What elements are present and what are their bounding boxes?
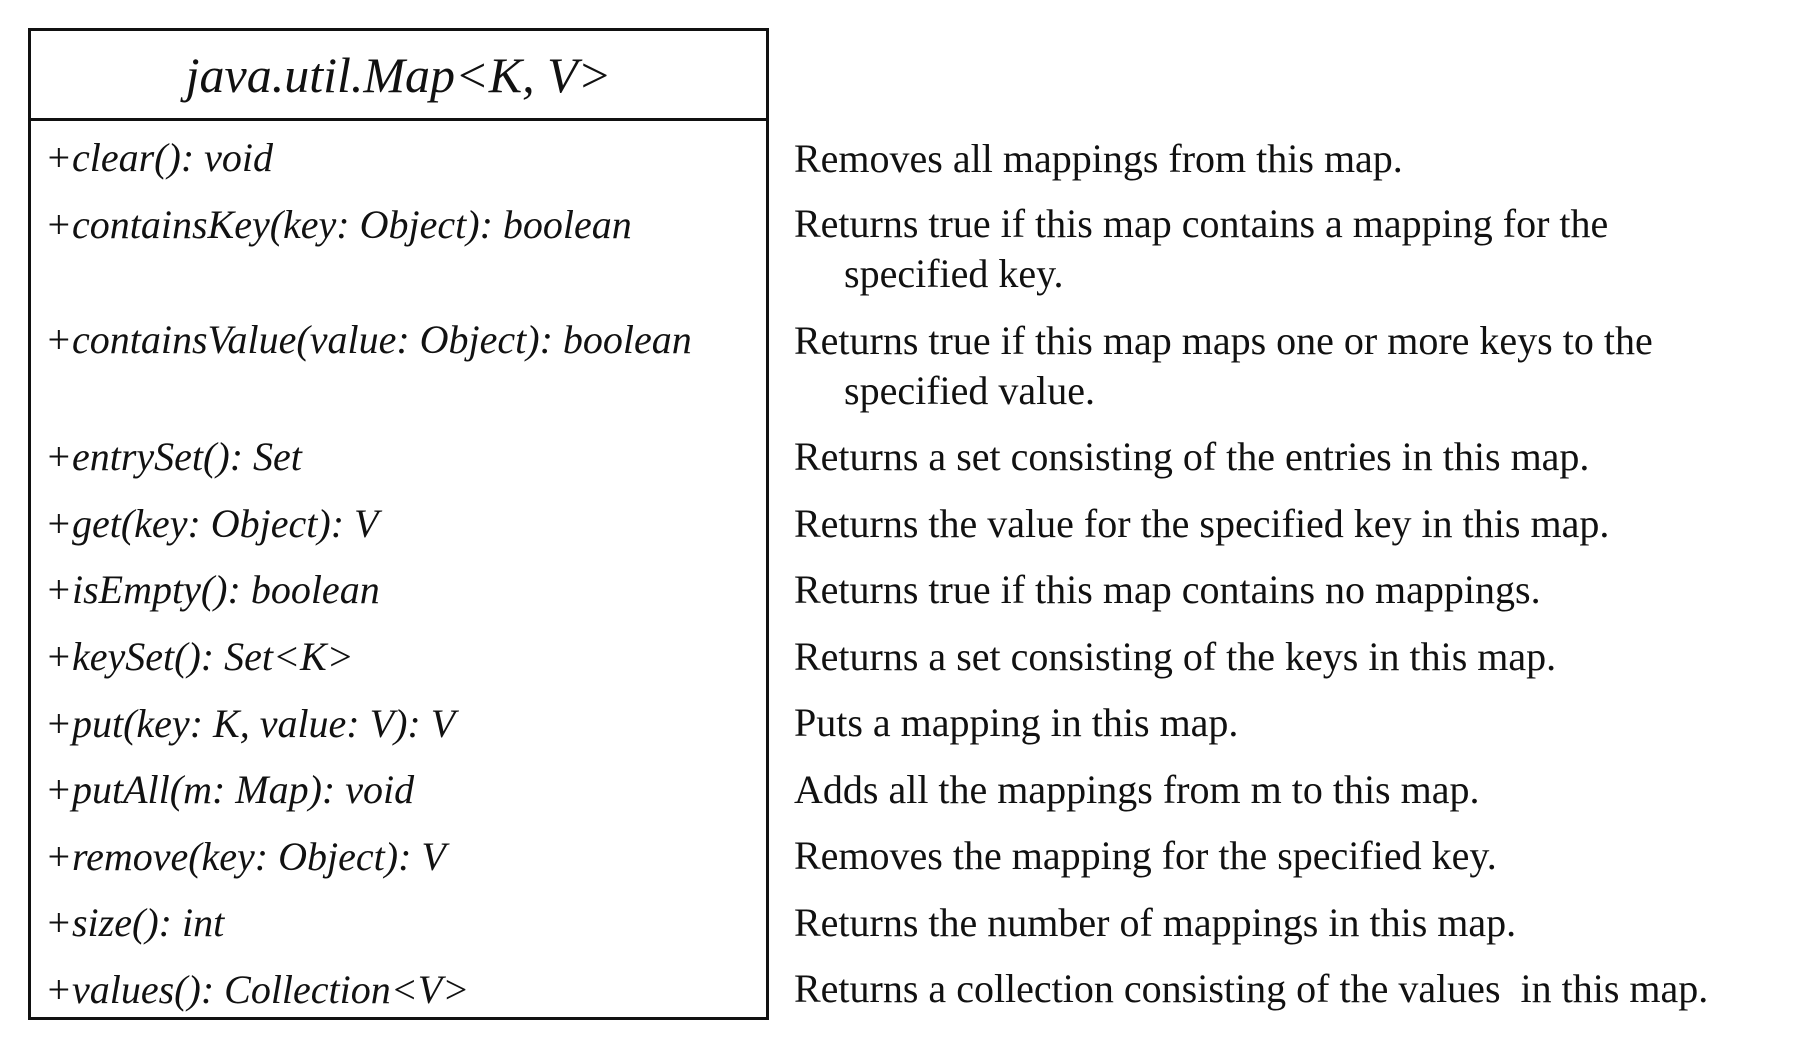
description-line: Returns true if this map contains a mapping for the bbox=[794, 201, 1609, 246]
method-size: +size(): int bbox=[45, 900, 225, 945]
description-keyset bbox=[794, 632, 1794, 682]
method-putall: +putAll(m: Map): void bbox=[45, 767, 415, 812]
description-line: Returns a collection consisting of the values in this map. bbox=[794, 966, 1709, 1011]
description-size bbox=[794, 898, 1794, 948]
description-line: Puts a mapping in this map. bbox=[794, 700, 1239, 745]
method-containsvalue: +containsValue(value: Object): boolean bbox=[45, 317, 692, 362]
description-line: Returns a set consisting of the entries in this map. bbox=[794, 434, 1590, 479]
description-entryset bbox=[794, 432, 1794, 482]
description-line: Returns true if this map contains no mappings. bbox=[794, 567, 1541, 612]
uml-class-box bbox=[28, 28, 769, 1020]
class-name: java.util.Map<K, V> bbox=[185, 47, 612, 103]
method-get: +get(key: Object): V bbox=[45, 501, 379, 546]
description-line: Removes all mappings from this map. bbox=[794, 136, 1403, 181]
description-isempty bbox=[794, 565, 1794, 615]
description-containsvalue bbox=[794, 316, 1794, 416]
method-entryset: +entrySet(): Set bbox=[45, 434, 302, 479]
description-line: Adds all the mappings from m to this map. bbox=[794, 767, 1480, 812]
description-get bbox=[794, 499, 1794, 549]
class-divider bbox=[31, 118, 766, 121]
description-values bbox=[794, 964, 1794, 1014]
method-clear: +clear(): void bbox=[45, 135, 274, 180]
description-line: Returns true if this map maps one or more keys to the bbox=[794, 318, 1653, 363]
method-remove: +remove(key: Object): V bbox=[45, 834, 446, 879]
method-keyset: +keySet(): Set<K> bbox=[45, 634, 354, 679]
description-containskey bbox=[794, 199, 1794, 299]
description-line: Returns the value for the specified key in this map. bbox=[794, 501, 1610, 546]
description-line: specified key. bbox=[844, 251, 1064, 296]
description-line: Returns a set consisting of the keys in this map. bbox=[794, 634, 1557, 679]
method-values: +values(): Collection<V> bbox=[45, 967, 470, 1012]
description-put bbox=[794, 698, 1794, 748]
description-line: specified value. bbox=[844, 368, 1095, 413]
description-clear bbox=[794, 134, 1794, 184]
method-isempty: +isEmpty(): boolean bbox=[45, 567, 380, 612]
description-remove bbox=[794, 831, 1794, 881]
method-put: +put(key: K, value: V): V bbox=[45, 701, 456, 746]
description-line: Returns the number of mappings in this map. bbox=[794, 900, 1517, 945]
description-line: Removes the mapping for the specified key. bbox=[794, 833, 1497, 878]
method-containskey: +containsKey(key: Object): boolean bbox=[45, 202, 632, 247]
description-putall bbox=[794, 765, 1794, 815]
